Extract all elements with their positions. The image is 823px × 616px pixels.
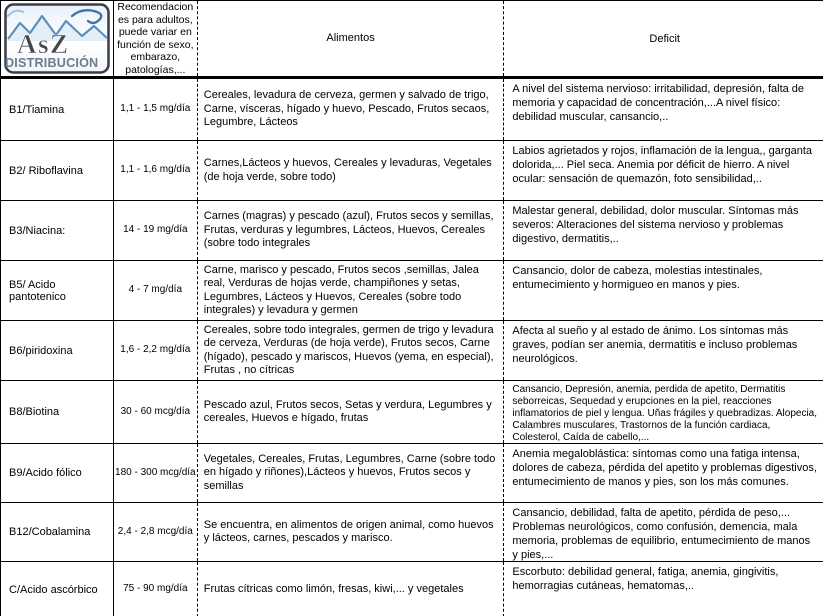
table-row	[1, 141, 823, 201]
dose-value: 1,6 - 2,2 mg/día	[113, 321, 197, 380]
alimentos-text: Cereales, levadura de cerveza, germen y salvado de trigo, Carne, vísceras, hígado y huevo, Pescado, Frutos secaos, Legumbre, Lácteos	[203, 89, 490, 129]
deficit-cell: Cansancio, debilidad, falta de apetito, pérdida de peso,... Problemas neurológicos, como confusión, demencia, mala memoria, problemas de equilibrio, entumecimiento de manos y pies,...	[503, 503, 823, 561]
dose-value: 30 - 60 mcg/día	[113, 381, 197, 443]
alimentos-text: Carnes (magras) y pescado (azul), Frutos secos y semillas, Frutas, verduras y legumbres, Lácteos, Huevos, Cereales (sobre todo integrales	[203, 210, 494, 250]
alimentos-cell	[197, 381, 504, 443]
deficit-cell: Cansancio, Depresión, anemia, perdida de apetito, Dermatitis seborreicas, Sequedad y erupciones en la piel, reacciones inflamatorios de piel y lengua. Uñas frágiles y quebradizas. Alopecia, Calambres musculares, Trastornos de la función cardiaca, Colesterol, Caída de cabello,...	[503, 381, 823, 443]
dose-value: 75 - 90 mg/día	[113, 562, 197, 616]
brand-subtitle: DISTRIBUCIÓN	[4, 56, 99, 70]
vitamin-name: B9/Acido fólico	[9, 467, 82, 479]
alimentos-cell	[197, 201, 504, 260]
table-row	[1, 562, 823, 616]
vitamin-name: B8/Biotina	[9, 406, 60, 418]
alimentos-text: Carne, marisco y pescado, Frutos secos ,semillas, Jalea real, Verduras de hojas verde, champiñones y setas, Legumbres, Lácteos y Huevos, Cereales (sobre todo integrales) y levadura y germen	[203, 263, 479, 316]
vitamin-name: B2/ Riboflavina	[9, 164, 83, 177]
dose-value: 4 - 7 mg/día	[113, 261, 197, 320]
table-row	[1, 201, 823, 261]
dose-value: 180 - 300 mcg/día	[113, 444, 197, 502]
dose-value: 14 - 19 mg/día	[113, 201, 197, 260]
alimentos-text: Se encuentra, en alimentos de origen animal, como huevos y lácteos, carnes, pescados y marisco.	[203, 518, 494, 544]
dose-value: 2,4 - 2,8 mcg/día	[113, 503, 197, 561]
dose-value: 1,1 - 1,6 mg/día	[113, 141, 197, 200]
deficit-cell: Afecta al sueño y al estado de ánimo. Los síntomas más graves, podían ser anemia, dermatitis e incluso problemas neurológicos.	[503, 321, 823, 380]
brand-logo	[4, 3, 110, 74]
table-header-row	[1, 1, 823, 79]
vitamin-name: B5/ Acido pantotenico	[9, 278, 66, 303]
alimentos-cell	[197, 141, 504, 200]
deficit-cell: A nivel del sistema nervioso: irritabilidad, depresión, falta de memoria y capacidad de concentración,...A nivel físico: debilidad muscular, cansancio,..	[503, 79, 823, 140]
logo-cell	[1, 1, 113, 76]
deficit-cell: Malestar general, debilidad, dolor muscular. Síntomas más severos: Alteraciones del sistema nervioso y problemas digestivo, dermatitis,..	[503, 201, 823, 260]
table-row	[1, 444, 823, 503]
brand-name: AsZ	[16, 29, 70, 59]
column-header-alimentos: Alimentos	[197, 1, 504, 76]
alimentos-text: Frutas cítricas como limón, fresas, kiwi,... y vegetales	[203, 582, 464, 595]
table-row	[1, 503, 823, 562]
column-header-deficit: Deficit	[503, 1, 823, 76]
deficit-cell: Anemia megaloblástica: síntomas como una fatiga intensa, dolores de cabeza, pérdida del apetito y problemas digestivos, entumecimiento de manos y pies, son los más comunes.	[503, 444, 823, 502]
alimentos-cell	[197, 261, 504, 320]
deficit-cell: Labios agrietados y rojos, inflamación de la lengua,, garganta dolorida,... Piel seca. Anemia por déficit de hierro. A nivel ocular: sensación de quemazón, foto sensibilidad,..	[503, 141, 823, 200]
alimentos-cell	[197, 444, 504, 502]
vitamin-name: B6/piridoxina	[9, 344, 73, 357]
table-row	[1, 381, 823, 444]
alimentos-cell	[197, 321, 504, 380]
alimentos-cell	[197, 503, 504, 561]
dose-value: 1,1 - 1,5 mg/día	[113, 79, 197, 140]
table-row	[1, 321, 823, 381]
vitamin-name: B3/Niacina:	[9, 224, 66, 237]
column-header-recommendation: Recomendacion es para adultos, puede variar en función de sexo, embarazo, patologías,...	[113, 1, 197, 76]
alimentos-text: Pescado azul, Frutos secos, Setas y verdura, Legumbres y cereales, Huevos e hígado, frutas	[203, 398, 492, 424]
table-row	[1, 79, 823, 141]
alimentos-cell	[197, 562, 504, 616]
alimentos-text: Cereales, sobre todo integrales, germen de trigo y levadura de cerveza, Verduras (de hoja verde), Frutos secos, Carne (hígado), pescado y mariscos, Huevos (yema, en especial), Frutas , no cítricas	[203, 323, 494, 376]
alimentos-cell	[197, 79, 504, 140]
vitamin-name: B1/Tiamina	[9, 103, 65, 116]
vitamin-name: C/Acido ascórbico	[9, 583, 98, 596]
alimentos-text: Carnes,Lácteos y huevos, Cereales y levaduras, Vegetales (de hoja verde, sobre todo)	[203, 157, 492, 183]
vitamin-name: B12/Cobalamina	[9, 526, 91, 538]
deficit-cell: Cansancio, dolor de cabeza, molestias intestinales, entumecimiento y hormigueo en manos y pies.	[503, 261, 823, 320]
deficit-cell: Escorbuto: debilidad general, fatiga, anemia, gingivitis, hemorragias cutáneas, hematomas,..	[503, 562, 823, 616]
alimentos-text: Vegetales, Cereales, Frutas, Legumbres, Carne (sobre todo en hígado y riñones),Lácteos y huevos, Frutos secos y semillas	[203, 452, 496, 492]
table-row	[1, 261, 823, 321]
